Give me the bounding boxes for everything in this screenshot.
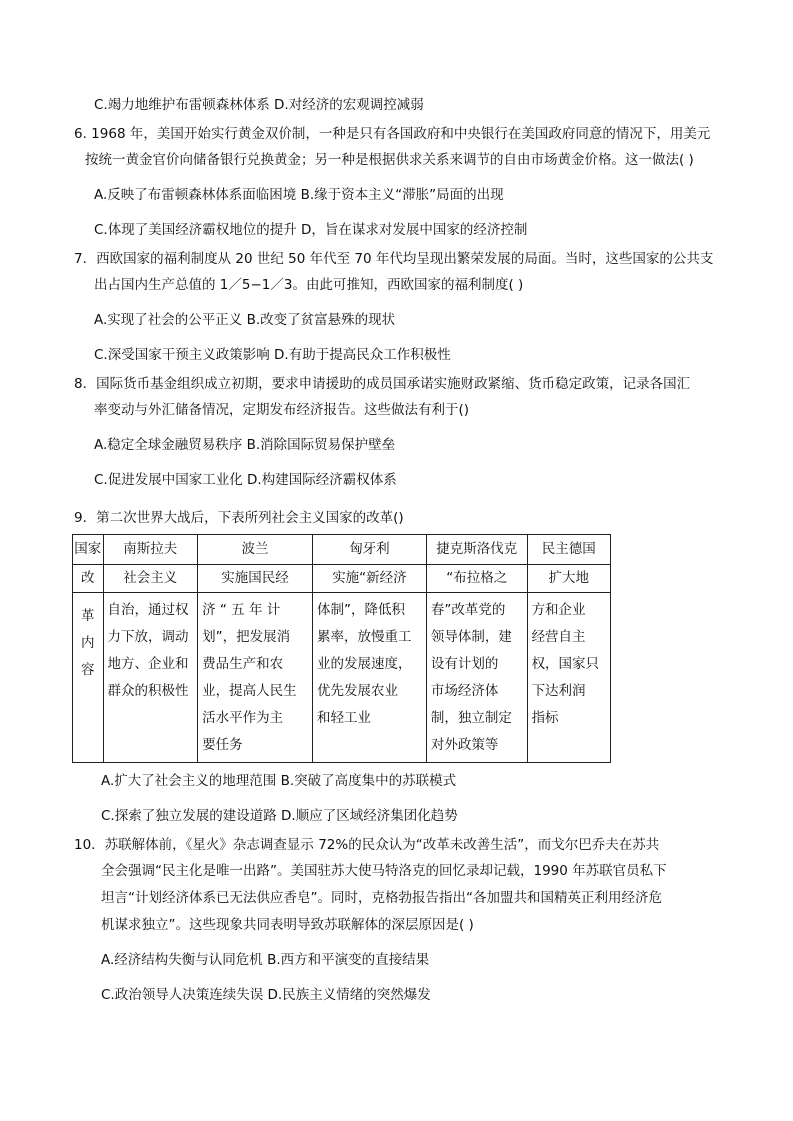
q6-stem-line1: 6. 1968 年，美国开始实行黄金双价制，一种是只有各国政府和中央银行在美国政府同意的情况下，用美元 — [74, 126, 711, 142]
table-cell-text: 下达利润 — [531, 683, 586, 699]
table-cell: 实施“新经济 — [313, 565, 427, 593]
table-cell-text: 济 “ 五 年 计 — [202, 602, 281, 618]
table-cell-text: 费品生产和农 — [202, 656, 284, 672]
q8-options-cd: C.促进发展中国家工业化 D.构建国际经济霸权体系 — [94, 472, 397, 488]
table-cell-text: 优先发展农业 — [317, 683, 398, 699]
table-cell-text: 制，独立制定 — [430, 710, 512, 726]
q10-stem-line4: 机谋求独立”。这些现象共同表明导致苏联解体的深层原因是( ) — [101, 917, 474, 933]
q7-options-cd: C.深受国家干预主义政策影响 D.有助于提高民众工作积极性 — [94, 347, 451, 363]
q8-stem-line2: 率变动与外汇储备情况，定期发布经济报告。这些做法有利于() — [94, 402, 470, 418]
table-cell: 社会主义 — [103, 565, 198, 593]
table-cell-text: 地方、企业和 — [107, 656, 189, 672]
table-cell-poland — [198, 593, 313, 763]
header-cell-poland: 波兰 — [198, 535, 313, 565]
table-cell-text: 自治，通过权 — [107, 602, 189, 618]
header-cell-yugoslavia: 南斯拉夫 — [103, 535, 198, 565]
table-header-row — [73, 535, 611, 565]
table-cell-east-germany — [527, 593, 610, 763]
table-row — [73, 593, 611, 763]
q9-options-ab: A.扩大了社会主义的地理范围 B.突破了高度集中的苏联模式 — [101, 773, 457, 789]
q9-options-cd: C.探索了独立发展的建设道路 D.顺应了区域经济集团化趋势 — [101, 808, 458, 824]
table-cell-text: 力下放，调动 — [107, 629, 189, 645]
table-cell-text: 活水平作为主 — [202, 710, 284, 726]
table-cell-text: 经营自主 — [531, 629, 586, 645]
header-cell-czechoslovakia: 捷克斯洛伐克 — [426, 535, 527, 565]
q10-options-cd: C.政治领导人决策连续失误 D.民族主义情绪的突然爆发 — [101, 987, 431, 1003]
q7-stem-line1: 7．西欧国家的福利制度从 20 世纪 50 年代至 70 年代均呈现出繁荣发展的局面。当时，这些国家的公共支 — [74, 251, 714, 267]
table-cell-text: 领导体制，建 — [430, 629, 512, 645]
table-cell-hungary — [313, 593, 427, 763]
table-cell-text: 方和企业 — [531, 602, 586, 618]
table-cell: 实施国民经 — [198, 565, 313, 593]
reform-table — [72, 534, 611, 763]
table-cell: 扩大地 — [527, 565, 610, 593]
q6-stem-line2: 按统一黄金官价向储备银行兑换黄金；另一种是根据供求关系来调节的自由市场黄金价格。这一做法( ) — [85, 152, 694, 168]
table-cell: 改 — [73, 565, 104, 593]
header-cell-hungary: 匈牙利 — [313, 535, 427, 565]
table-cell-text: 对外政策等 — [430, 737, 499, 753]
table-cell-text: 容 — [81, 662, 95, 678]
table-side-label — [73, 593, 104, 763]
q8-options-ab: A.稳定全球金融贸易秩序 B.消除国际贸易保护壁垒 — [94, 437, 396, 453]
table-row — [73, 565, 611, 593]
table-cell-text: 划”，把发展消 — [202, 629, 291, 645]
table-cell: “布拉格之 — [426, 565, 527, 593]
table-cell-text: 权，国家只 — [531, 656, 600, 672]
q10-options-ab: A.经济结构失衡与认同危机 B.西方和平演变的直接结果 — [101, 952, 430, 968]
q10-stem-line3: 坦言“计划经济体系已无法供应香皂”。同时，克格勃报告指出“各加盟共和国精英正利用经济危 — [101, 890, 662, 906]
table-cell-text: 要任务 — [202, 737, 243, 753]
table-cell-yugoslavia — [103, 593, 198, 763]
q10-stem-line2: 全会强调“民主化是唯一出路”。美国驻苏大使马特洛克的回忆录却记载，1990 年苏联官员私下 — [101, 863, 667, 879]
q7-stem-line2: 出占国内生产总值的 1／5−1／3。由此可推知，西欧国家的福利制度( ) — [94, 277, 524, 293]
table-cell-text: 市场经济体 — [430, 683, 499, 699]
q9-stem: 9．第二次世界大战后，下表所列社会主义国家的改革() — [74, 510, 404, 526]
table-cell-text: 和轻工业 — [317, 710, 371, 726]
header-cell-east-germany: 民主德国 — [527, 535, 610, 565]
q5-options-cd: C.竭力地维护布雷顿森林体系 D.对经济的宏观调控减弱 — [94, 97, 424, 113]
table-cell-czechoslovakia — [426, 593, 527, 763]
table-cell-text: 累率，放慢重工 — [317, 629, 412, 645]
table-cell-text: 业，提高人民生 — [202, 683, 297, 699]
q7-options-ab: A.实现了社会的公平正义 B.改变了贫富悬殊的现状 — [94, 312, 396, 328]
q10-stem-line1: 10．苏联解体前，《星火》杂志调查显示 72%的民众认为“改革未改善生活”，而戈尔巴乔夫在苏共 — [74, 837, 660, 853]
table-cell-text: 革 — [81, 608, 95, 624]
table-cell-text: 体制”，降低积 — [317, 602, 405, 618]
header-cell-country: 国家 — [73, 535, 104, 565]
q6-options-cd: C.体现了美国经济霸权地位的提升 D，旨在谋求对发展中国家的经济控制 — [94, 222, 528, 238]
table-cell-text: 指标 — [531, 710, 559, 726]
table-cell-text: 春”改革党的 — [430, 602, 506, 618]
table-cell-text: 业的发展速度， — [317, 656, 412, 672]
table-cell-text: 设有计划的 — [430, 656, 499, 672]
table-cell-text: 群众的积极性 — [107, 683, 189, 699]
table-cell-text: 内 — [81, 635, 95, 651]
q8-stem-line1: 8．国际货币基金组织成立初期，要求申请援助的成员国承诺实施财政紧缩、货币稳定政策，记录各国汇 — [74, 376, 691, 392]
q6-options-ab: A.反映了布雷顿森林体系面临困境 B.缘于资本主义“滞胀”局面的出现 — [94, 187, 504, 203]
